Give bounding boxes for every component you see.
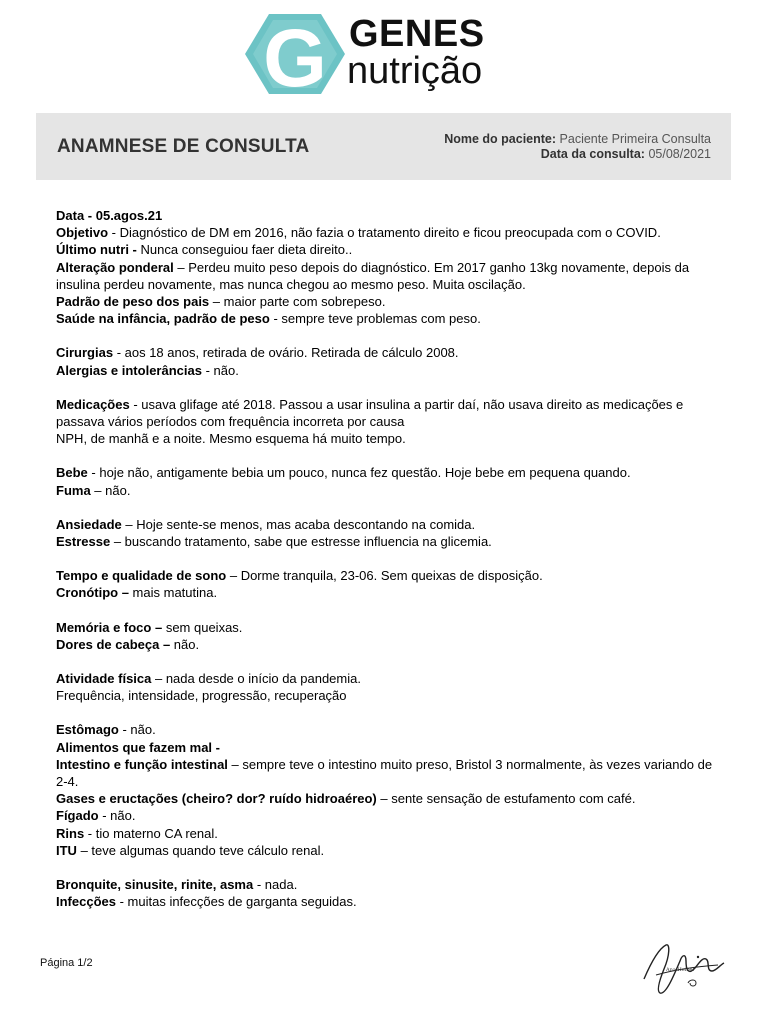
spacer — [56, 859, 716, 876]
entry-text: – Perdeu muito peso depois do diagnóstico. Em 2017 ganho 13kg novamente, depois da insulina perdeu novamente, mas nunca chegou ao mesmo peso. Muita oscilação. — [56, 259, 690, 292]
brand-name: GENES — [349, 13, 485, 55]
entry-text: - não. — [118, 722, 156, 738]
entry-atividade-cont: Frequência, intensidade, progressão, recuperação — [56, 688, 347, 704]
entry-data — [56, 207, 716, 224]
entry-medicacoes-cont: NPH, de manhã e a noite. Mesmo esquema há muito tempo. — [56, 431, 406, 447]
entry-label: Data - 05.agos.21 — [56, 208, 163, 223]
entry-infeccoes — [56, 893, 716, 910]
entry-text: – não. — [90, 482, 131, 498]
consultation-meta — [444, 132, 711, 162]
entry-ultimo-nutri — [56, 241, 716, 258]
entry-text: – nada desde o início da pandemia. — [151, 671, 361, 687]
entry-rins — [56, 825, 716, 842]
entry-text: – teve algumas quando teve cálculo renal. — [76, 842, 325, 858]
spacer — [56, 499, 716, 516]
entry-alteracao-ponderal — [56, 259, 716, 293]
entry-text: - sempre teve problemas com peso. — [269, 311, 481, 327]
date-label: Data da consulta: — [540, 147, 645, 161]
entry-label: Fígado — [56, 808, 99, 824]
entry-text: – maior parte com sobrepeso. — [209, 294, 386, 310]
entry-label: Alergias e intolerâncias — [56, 362, 202, 378]
entry-cirurgias — [56, 344, 716, 361]
entry-text: - usava glifage até 2018. Passou a usar insulina a partir daí, não usava direito as medicações e passava vários períodos com frequência incorreta por causa — [56, 396, 684, 430]
entry-alergias — [56, 362, 716, 379]
entry-label: Cirurgias — [56, 345, 114, 361]
entry-text: – sente sensação de estufamento com café. — [376, 791, 636, 807]
entry-label: Bebe — [56, 465, 88, 481]
entry-label: Bronquite, sinusite, rinite, asma — [56, 877, 254, 893]
entry-label: Fuma — [56, 482, 91, 498]
entry-figado — [56, 807, 716, 824]
entry-label: Objetivo — [56, 225, 109, 241]
entry-label: Ansiedade — [56, 516, 122, 532]
entry-bebe — [56, 464, 716, 481]
entry-itu — [56, 842, 716, 859]
brand-logo — [243, 12, 533, 98]
date-value: 05/08/2021 — [648, 147, 711, 161]
patient-row — [444, 132, 711, 147]
entry-text: - não. — [98, 808, 136, 824]
entry-label: Memória e foco – — [56, 619, 163, 635]
document-header — [36, 113, 731, 180]
spacer — [56, 602, 716, 619]
entry-label: Padrão de peso dos pais — [56, 294, 210, 310]
entry-saude-infancia — [56, 310, 716, 327]
entry-text: - tio materno CA renal. — [84, 825, 218, 841]
page-number: Página 1/2 — [40, 957, 93, 969]
spacer — [56, 327, 716, 344]
entry-gases — [56, 790, 716, 807]
entry-estomago — [56, 721, 716, 738]
logo-letter: G — [263, 13, 327, 96]
anamnese-content — [56, 207, 716, 911]
entry-objetivo — [56, 224, 716, 241]
spacer — [56, 550, 716, 567]
entry-estresse — [56, 533, 716, 550]
entry-sono — [56, 567, 716, 584]
entry-label: Último nutri - — [56, 242, 137, 258]
entry-text: sem queixas. — [162, 619, 243, 635]
entry-text: – Hoje sente-se menos, mas acaba descontando na comida. — [121, 516, 476, 532]
spacer — [56, 447, 716, 464]
entry-text: - aos 18 anos, retirada de ovário. Retirada de cálculo 2008. — [113, 345, 459, 361]
entry-label: Atividade física — [56, 671, 152, 687]
signature-name: Ana Heibel — [666, 967, 695, 973]
entry-label: Rins — [56, 825, 85, 841]
hexagon-g-icon — [243, 12, 347, 96]
entry-label: Dores de cabeça – — [56, 636, 171, 652]
entry-alimentos-mal — [56, 739, 716, 756]
entry-text: mais matutina. — [128, 585, 218, 601]
entry-text: Nunca conseguiou faer dieta direito.. — [136, 242, 353, 258]
entry-label: Infecções — [56, 894, 116, 910]
entry-bronquite — [56, 876, 716, 893]
entry-label: Alteração ponderal — [56, 259, 174, 275]
entry-label: Intestino e função intestinal — [56, 756, 228, 772]
spacer — [56, 704, 716, 721]
spacer — [56, 653, 716, 670]
entry-label: Cronótipo – — [56, 585, 129, 601]
entry-ansiedade — [56, 516, 716, 533]
handwritten-signature-icon — [636, 935, 728, 997]
entry-label: Alimentos que fazem mal - — [56, 739, 220, 755]
spacer — [56, 379, 716, 396]
entry-label: ITU — [56, 842, 77, 858]
patient-label: Nome do paciente: — [444, 132, 557, 146]
entry-text: - não. — [201, 362, 239, 378]
entry-label: Saúde na infância, padrão de peso — [56, 311, 270, 327]
date-row — [444, 147, 711, 162]
entry-text: – Dorme tranquila, 23-06. Sem queixas de disposição. — [226, 568, 543, 584]
entry-text: – sempre teve o intestino muito preso, Bristol 3 normalmente, às vezes variando de 2-4. — [56, 756, 713, 790]
entry-memoria — [56, 619, 716, 636]
entry-dores-cabeca — [56, 636, 716, 653]
entry-intestino — [56, 756, 716, 790]
entry-label: Estresse — [56, 534, 111, 550]
entry-label: Medicações — [56, 396, 130, 412]
entry-fuma — [56, 482, 716, 499]
entry-medicacoes — [56, 396, 716, 430]
entry-atividade — [56, 670, 716, 687]
patient-value: Paciente Primeira Consulta — [559, 132, 711, 146]
entry-label: Estômago — [56, 722, 119, 738]
entry-label: Tempo e qualidade de sono — [56, 568, 227, 584]
entry-text: - hoje não, antigamente bebia um pouco, nunca fez questão. Hoje bebe em pequena quando. — [87, 465, 631, 481]
entry-label: Gases e eructações (cheiro? dor? ruído hidroaéreo) — [56, 791, 377, 807]
entry-text: - nada. — [253, 877, 298, 893]
entry-text: - Diagnóstico de DM em 2016, não fazia o tratamento direito e ficou preocupada com o COVID. — [108, 225, 661, 241]
entry-text: - muitas infecções de garganta seguidas. — [115, 894, 357, 910]
entry-text: – buscando tratamento, sabe que estresse influencia na glicemia. — [110, 534, 492, 550]
document-title: ANAMNESE DE CONSULTA — [57, 136, 310, 157]
entry-padrao-pais — [56, 293, 716, 310]
entry-cronotipo — [56, 584, 716, 601]
brand-subtitle: nutrição — [347, 50, 483, 92]
entry-text: não. — [170, 636, 200, 652]
